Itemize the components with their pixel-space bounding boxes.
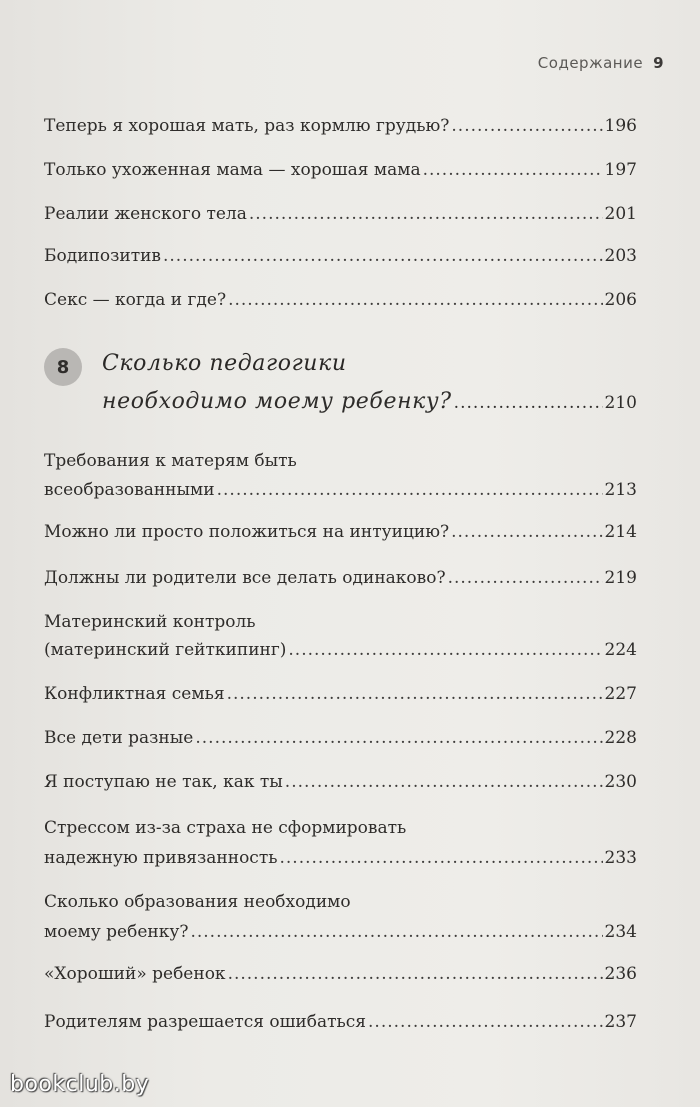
toc-entry-title: Секс — когда и где? [44, 290, 227, 310]
dot-leader [368, 1004, 603, 1040]
running-head [538, 54, 664, 72]
dot-leader [228, 282, 602, 318]
watermark: bookclub.by [10, 1072, 150, 1097]
chapter-title-line2-row [102, 384, 637, 420]
toc-entry-page: 237 [604, 1012, 637, 1032]
toc-entry-page: 230 [604, 772, 637, 792]
dot-leader [227, 676, 603, 712]
toc-entry[interactable] [44, 1004, 637, 1040]
toc-entry-title: Можно ли просто положиться на интуицию? [44, 522, 450, 542]
toc-entry-title-line1: Стрессом из-за страха не сформировать [44, 818, 407, 838]
dot-leader [163, 238, 603, 274]
dot-leader [285, 764, 603, 800]
toc-entry[interactable] [44, 282, 637, 318]
toc-entry-page: 214 [604, 522, 637, 542]
dot-leader [228, 956, 603, 992]
dot-leader [280, 840, 603, 876]
toc-entry-page: 219 [604, 568, 637, 588]
toc-entry[interactable] [44, 238, 637, 274]
toc-entry-title-line1: Требования к матерям быть [44, 451, 297, 471]
toc-entry-page: 213 [604, 480, 637, 500]
dot-leader [451, 514, 602, 550]
toc-entry[interactable] [44, 152, 637, 188]
toc-entry[interactable] [44, 196, 637, 232]
toc-entry-title-line1: Сколько образования необходимо [44, 892, 351, 912]
toc-entry[interactable] [44, 840, 637, 876]
dot-leader [454, 385, 603, 421]
toc-entry-title: Я поступаю не так, как ты [44, 772, 283, 792]
toc-entry[interactable] [44, 676, 637, 712]
toc-entry-title: моему ребенку? [44, 922, 189, 942]
toc-entry-title: надежную привязанность [44, 848, 278, 868]
dot-leader [249, 196, 603, 232]
toc-entry-page: 233 [604, 848, 637, 868]
running-head-section: Содержание [537, 54, 644, 72]
toc-entry[interactable] [44, 560, 637, 596]
running-head-page-number: 9 [653, 54, 664, 72]
toc-entry[interactable] [44, 956, 637, 992]
chapter-heading[interactable] [44, 348, 637, 424]
dot-leader [190, 914, 602, 950]
dot-leader [217, 472, 603, 508]
dot-leader [451, 108, 602, 144]
dot-leader [288, 632, 602, 668]
toc-entry-page: 228 [604, 728, 637, 748]
toc-entry-title-line1: Материнский контроль [44, 612, 256, 632]
toc-entry-title: Должны ли родители все делать одинаково? [44, 568, 446, 588]
toc-entry[interactable] [44, 914, 637, 950]
toc-entry[interactable] [44, 764, 637, 800]
toc-entry-title: Конфликтная семья [44, 684, 225, 704]
toc-entry[interactable] [44, 632, 637, 668]
toc-entry-title: «Хороший» ребенок [44, 964, 226, 984]
chapter-title-line1: Сколько педагогики [102, 351, 347, 376]
toc-entry-page: 236 [604, 964, 637, 984]
dot-leader [195, 720, 602, 756]
toc-entry-title: всеобразованными [44, 480, 215, 500]
toc-entry-title: Все дети разные [44, 728, 194, 748]
toc-entry-page: 234 [604, 922, 637, 942]
dot-leader [448, 560, 603, 596]
toc-entry[interactable] [44, 514, 637, 550]
toc-entry-page: 196 [604, 116, 637, 136]
toc-entry-page: 227 [604, 684, 637, 704]
chapter-title-line2: необходимо моему ребенку? [102, 389, 452, 414]
toc-entry-page: 206 [604, 290, 637, 310]
chapter-page: 210 [604, 393, 637, 413]
toc-entry[interactable] [44, 108, 637, 144]
toc-entry-page: 197 [604, 160, 637, 180]
toc-entry-title: Реалии женского тела [44, 204, 247, 224]
toc-entry-title: Теперь я хорошая мать, раз кормлю грудью? [44, 116, 450, 136]
toc-entry-page: 224 [604, 640, 637, 660]
toc-entry-page: 203 [604, 246, 637, 266]
chapter-number-badge: 8 [44, 348, 82, 386]
toc-entry[interactable] [44, 472, 637, 508]
toc-entry-page: 201 [604, 204, 637, 224]
toc-entry-title: Родителям разрешается ошибаться [44, 1012, 367, 1032]
toc-entry-title: Только ухоженная мама — хорошая мама [44, 160, 421, 180]
dot-leader [423, 152, 603, 188]
toc-entry[interactable] [44, 720, 637, 756]
toc-entry-title: (материнский гейткипинг) [44, 640, 287, 660]
toc-entry-title: Бодипозитив [44, 246, 161, 266]
